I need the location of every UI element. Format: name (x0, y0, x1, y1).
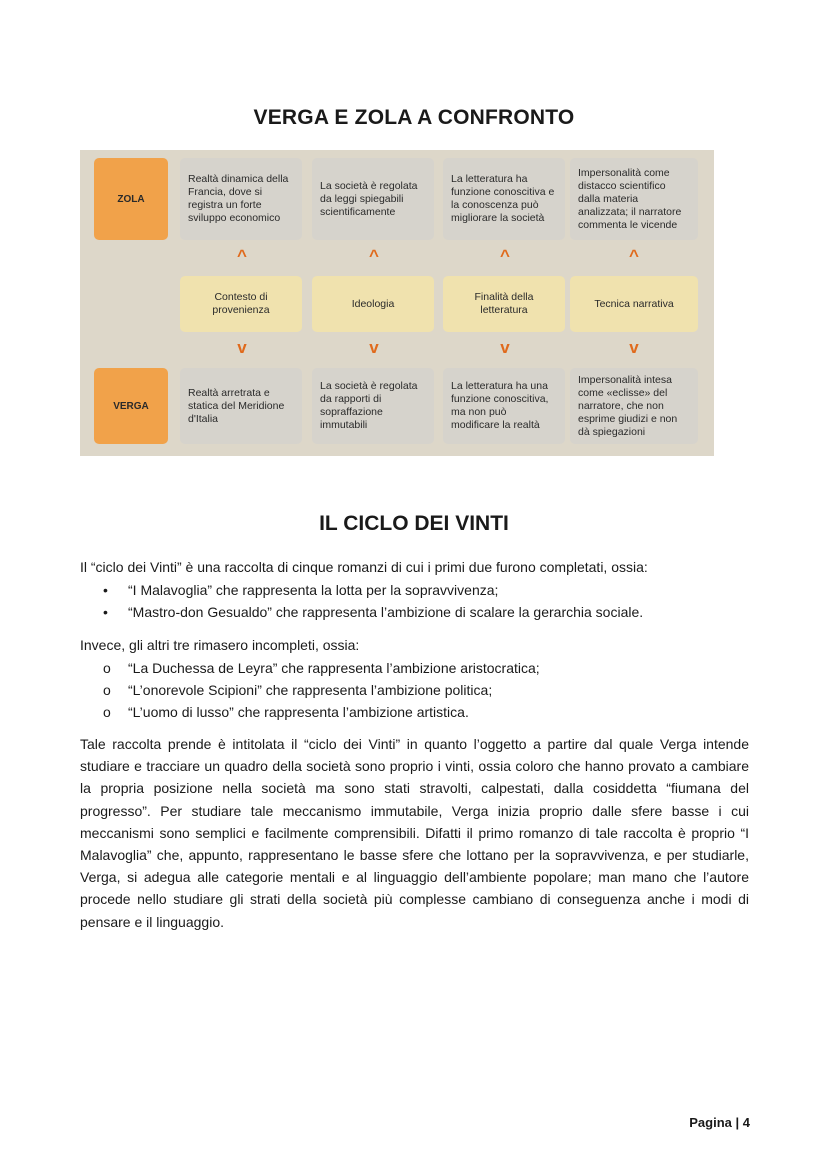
zola-label: ZOLA (94, 158, 168, 240)
circle-bullet-icon: o (103, 704, 111, 720)
circle-bullet-icon: o (103, 660, 111, 676)
chevron-up-icon: ^ (500, 246, 510, 265)
chevron-down-icon: v (629, 338, 639, 357)
zola-cell-ideology: La società è regolata da leggi spiegabili scientificamente (312, 158, 434, 240)
body-paragraph: Tale raccolta prende è intitolata il “ciclo dei Vinti” in quanto l’oggetto a partire dal quale Verga intende studiare e tracciare un quadro della società sono proprio i vinti, ossia coloro che hanno provato a cambiare la propria posizione nella società ma sono stati stravolti, calpestati, dalla cosiddetta “fiumana del progresso”. Per studiare tale meccanismo immutabile, Verga inizia proprio dalle sfere basse i cui meccanismi sono semplici e facilmente comprensibili. Difatti il primo romanzo di tale raccolta è proprio “I Malavoglia” che, appunto, rappresentano le basse sfere che lottano per la sopravvivenza, e per studiarle, Verga, si adegua alle categorie mentali e al linguaggio dell’ambiente popolare; man mano che l’autore procede nello studiare gli strati della società più complesse cambiano di conseguenza anche i modi di pensare e il linguaggio. (80, 736, 749, 930)
list-item: “L’uomo di lusso” che rappresenta l’ambizione artistica. (128, 704, 469, 720)
bullet-icon: • (103, 582, 108, 598)
verga-cell-purpose: La letteratura ha una funzione conoscitiva, ma non può modificare la realtà (443, 368, 565, 444)
list-item: “L’onorevole Scipioni” che rappresenta l’ambizione politica; (128, 682, 493, 698)
chevron-up-icon: ^ (237, 246, 247, 265)
list-item: “I Malavoglia” che rappresenta la lotta per la sopravvivenza; (128, 582, 499, 598)
zola-cell-purpose: La letteratura ha funzione conoscitiva e la conoscenza può migliorare la società (443, 158, 565, 240)
bullet-icon: • (103, 604, 108, 620)
intro-text: Il “ciclo dei Vinti” è una raccolta di cinque romanzi di cui i primi due furono completati, ossia: (80, 559, 648, 575)
category-technique: Tecnica narrativa (570, 276, 698, 332)
section-title-ciclo: IL CICLO DEI VINTI (319, 512, 509, 535)
page-label: Pagina (689, 1115, 732, 1130)
chevron-down-icon: v (237, 338, 247, 357)
verga-cell-technique: Impersonalità intesa come «eclisse» del narratore, che non esprime giudizi e non dà spiegazioni (570, 368, 698, 444)
verga-label: VERGA (94, 368, 168, 444)
verga-cell-context: Realtà arretrata e statica del Meridione d'Italia (180, 368, 302, 444)
chevron-down-icon: v (369, 338, 379, 357)
chevron-up-icon: ^ (629, 246, 639, 265)
comparison-figure (80, 150, 714, 456)
circle-bullet-icon: o (103, 682, 111, 698)
zola-cell-technique: Impersonalità come distacco scientifico dalla materia analizzata; il narratore commenta le vicende (570, 158, 698, 240)
chevron-up-icon: ^ (369, 246, 379, 265)
page-footer (689, 1115, 750, 1130)
list-item: “La Duchessa de Leyra” che rappresenta l’ambizione aristocratica; (128, 660, 540, 676)
verga-cell-ideology: La società è regolata da rapporti di sopraffazione immutabili (312, 368, 434, 444)
section-title-compare: VERGA E ZOLA A CONFRONTO (253, 106, 575, 129)
category-purpose: Finalità della letteratura (443, 276, 565, 332)
intro2-text: Invece, gli altri tre rimasero incompleti, ossia: (80, 637, 360, 653)
page-number: 4 (742, 1115, 750, 1130)
page-separator: | (735, 1115, 740, 1130)
zola-cell-context: Realtà dinamica della Francia, dove si registra un forte sviluppo economico (180, 158, 302, 240)
category-ideology: Ideologia (312, 276, 434, 332)
list-item: “Mastro-don Gesualdo” che rappresenta l’ambizione di scalare la gerarchia sociale. (128, 604, 644, 620)
category-context: Contesto di provenienza (180, 276, 302, 332)
chevron-down-icon: v (500, 338, 510, 357)
